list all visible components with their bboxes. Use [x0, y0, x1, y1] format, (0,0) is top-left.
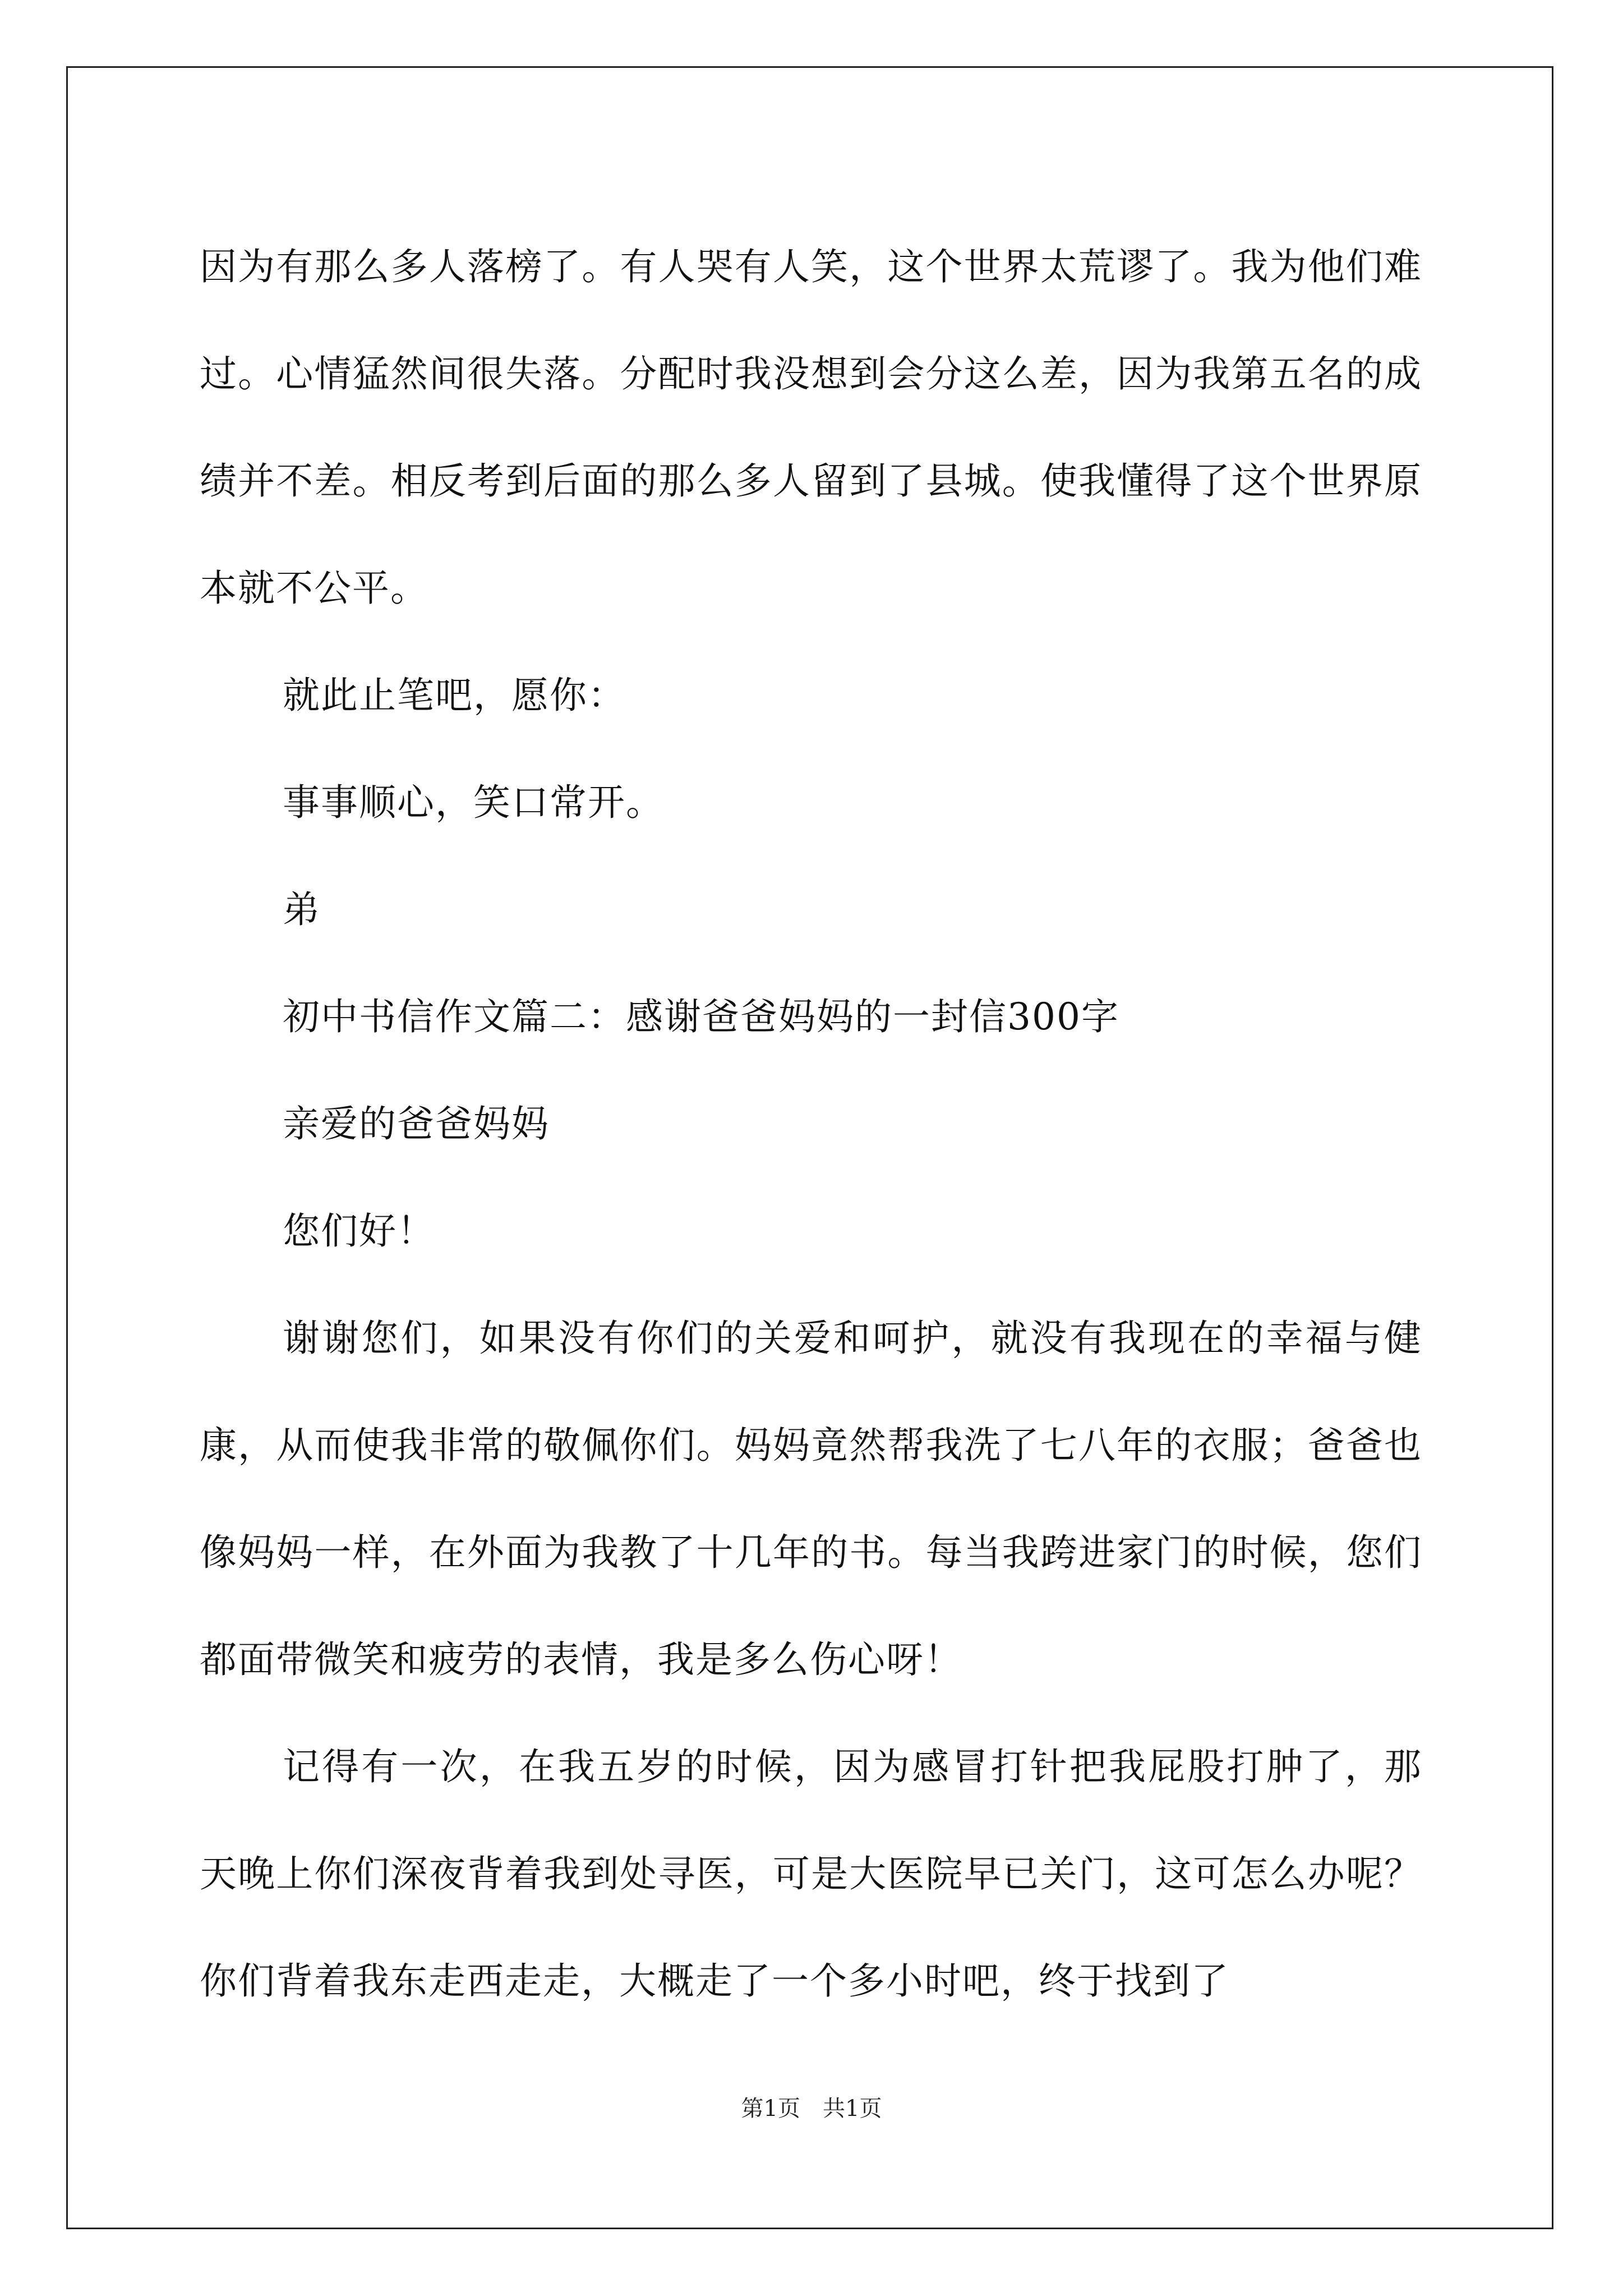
- paragraph-body-2: 记得有一次，在我五岁的时候，因为感冒打针把我屁股打肿了，那天晚上你们深夜背着我到处寻医，可是大医院早已关门，这可怎么办呢？你们背着我东走西走走，大概走了一个多小时吧，终于找到了: [200, 1745, 1422, 2003]
- paragraph-signature: 弟: [283, 888, 321, 931]
- section-heading: 初中书信作文篇二：感谢爸爸妈妈的一封信300字: [283, 995, 1119, 1038]
- paragraph-greeting: 您们好！: [283, 1209, 435, 1253]
- paragraph-1: 因为有那么多人落榜了。有人哭有人笑，这个世界太荒谬了。我为他们难过。心情猛然间很失落。分配时我没想到会分这么差，因为我第五名的成绩并不差。相反考到后面的那么多人留到了县城。使我懂得了这个世界原本就不公平。: [200, 245, 1422, 610]
- document-body: [200, 213, 1422, 2035]
- paragraph-closing: 就此止笔吧，愿你：: [283, 674, 626, 717]
- paragraph-body-1: 谢谢您们，如果没有你们的关爱和呵护，就没有我现在的幸福与健康，从而使我非常的敬佩你们。妈妈竟然帮我洗了七八年的衣服；爸爸也像妈妈一样，在外面为我教了十几年的书。每当我跨进家门的时候，您们都面带微笑和疲劳的表情，我是多么伤心呀！: [200, 1317, 1422, 1681]
- page-footer: 第1页 共1页: [741, 2096, 882, 2122]
- paragraph-wishes: 事事顺心，笑口常开。: [283, 781, 664, 824]
- paragraph-salutation: 亲爱的爸爸妈妈: [283, 1102, 550, 1145]
